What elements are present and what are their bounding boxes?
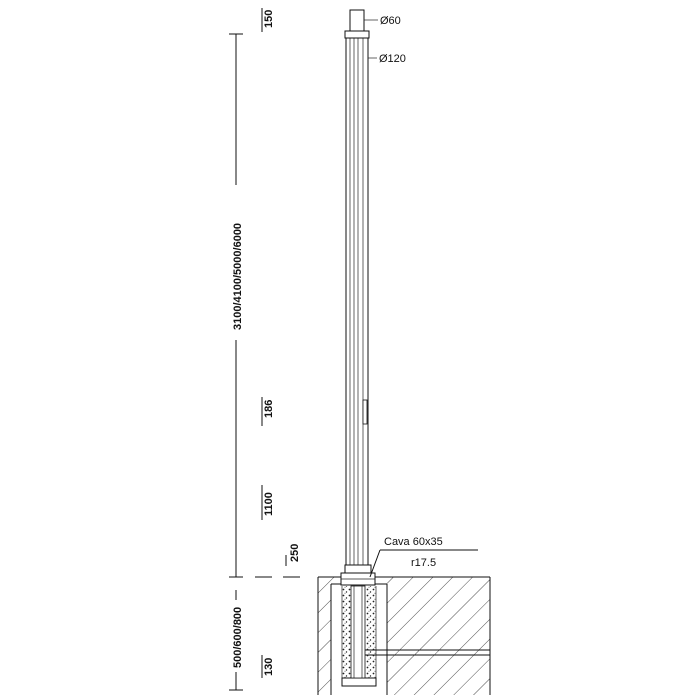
pole-shaft bbox=[346, 38, 368, 565]
access-door bbox=[363, 400, 367, 424]
base-plate bbox=[342, 678, 376, 686]
embedded-tube bbox=[351, 586, 365, 678]
detail-dimension-ticks bbox=[255, 8, 300, 678]
door-height-label: 186 bbox=[263, 399, 275, 418]
pole-diameter-label: Ø120 bbox=[379, 53, 406, 65]
ground-collar bbox=[341, 565, 375, 585]
top-diameter-label: Ø60 bbox=[380, 15, 401, 27]
top-cap-label: 150 bbox=[263, 9, 275, 28]
cable-slot-label: Cava 60x35 bbox=[384, 536, 443, 548]
top-spigot bbox=[350, 10, 364, 31]
radius-label: r17.5 bbox=[411, 557, 437, 569]
overall-dimension-line bbox=[229, 34, 243, 690]
above-ground-label: 250 bbox=[289, 543, 301, 562]
foundation-depth-label: 500/600/800 bbox=[232, 606, 244, 668]
pole-height-label: 3100/4100/5000/6000 bbox=[232, 222, 244, 330]
base-depth-label: 130 bbox=[263, 657, 275, 676]
door-elevation-label: 1100 bbox=[263, 492, 275, 516]
top-band bbox=[345, 31, 369, 38]
